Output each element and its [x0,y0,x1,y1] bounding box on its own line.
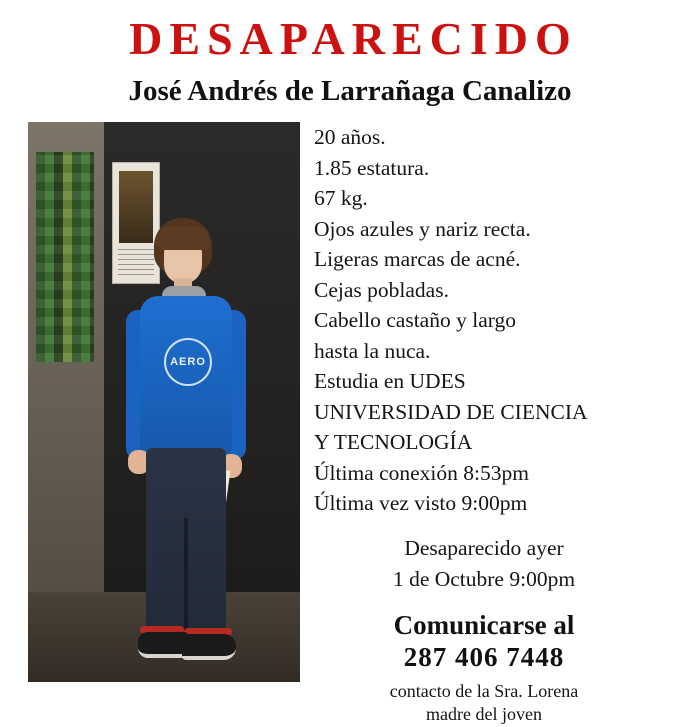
detail-line: Última conexión 8:53pm [314,460,529,485]
photo-subject-leg-gap [184,518,188,638]
photo-artwork [36,152,94,362]
detail-line: Cabello castaño y largo [314,308,517,333]
detail-line: Estudia en UDES [314,369,466,394]
photo-subject-shoe-left [138,632,188,658]
detail-line: 67 kg. [314,186,368,211]
missing-since-block [314,533,654,595]
photo-subject-fringe [156,226,210,250]
photo-subject-shoe-right [182,634,236,660]
detail-line: hasta la nuca. [314,338,431,363]
detail-line: Cejas pobladas. [314,277,449,302]
contact-phone[interactable]: 287 406 7448 [403,642,565,673]
poster-body [0,122,700,725]
description-list [314,122,686,727]
detail-line: Última vez visto 9:00pm [314,491,528,516]
detail-line: Y TECNOLOGÍA [314,430,473,455]
person-name: José Andrés de Larrañaga Canalizo [128,75,572,107]
detail-line: 1.85 estatura. [314,155,430,180]
photo-subject [120,218,250,682]
person-photo [28,122,300,682]
detail-line: Ojos azules y nariz recta. [314,216,531,241]
detail-line: 20 años. [314,125,386,149]
contact-note-line: madre del joven [426,704,542,725]
hoodie-logo: AERO [164,338,212,386]
contact-label: Comunicarse al [393,610,575,641]
contact-note-line: contacto de la Sra. Lorena [389,680,579,701]
missing-since-line: 1 de Octubre 9:00pm [392,566,576,591]
page-title: DESAPARECIDO [129,13,578,64]
detail-line: Ligeras marcas de acné. [314,247,521,272]
detail-line: UNIVERSIDAD DE CIENCIA [314,399,588,424]
missing-since-line: Desaparecido ayer [404,535,564,560]
